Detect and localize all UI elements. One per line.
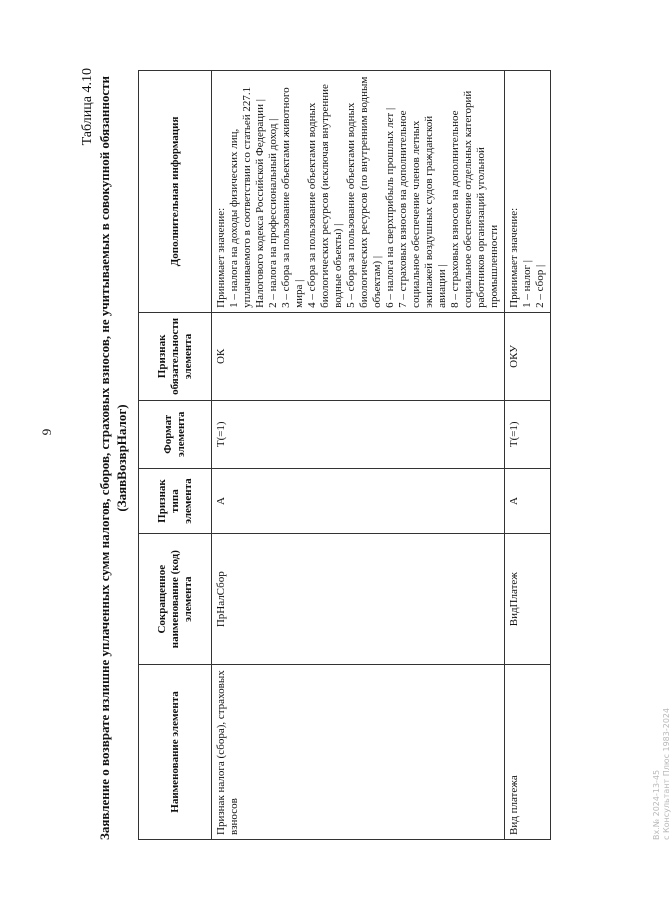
cell-element-name: Признак налога (сбора), страховых взносов	[212, 664, 505, 839]
table-label: Таблица 4.10	[80, 68, 95, 146]
cell-additional-info	[212, 71, 505, 313]
registration-stamp	[652, 708, 672, 840]
header-element-code: Сокращенное наименование (код) элемента	[139, 534, 212, 665]
page-number: 9	[39, 428, 54, 436]
info-line: 3 – сбора за пользование объектами животного мира |	[280, 87, 305, 308]
header-element-type: Признак типа элемента	[139, 468, 212, 534]
cell-element-code: ПрНалСбор	[212, 534, 505, 665]
info-line: 5 – сбора за пользование объектами водных биологических ресурсов (по внутренним водным объектам) |	[345, 76, 383, 308]
table-caption	[96, 68, 130, 848]
cell-element-type: А	[212, 468, 505, 534]
table-row	[212, 71, 505, 840]
cell-element-format: T(=1)	[212, 400, 505, 468]
caption-line-1: Заявление о возврате излишне уплаченных сумм налогов, сборов, страховых взносов, не учитываемых в совокупной обязанности	[97, 76, 112, 841]
element-table	[138, 70, 551, 840]
cell-element-format: T(=1)	[505, 400, 551, 468]
cell-element-required: ОКУ	[505, 312, 551, 400]
info-line: Принимает значение:	[508, 207, 520, 308]
header-element-required: Признак обязательности элемента	[139, 312, 212, 400]
info-line: Принимает значение:	[215, 207, 227, 308]
table-row	[505, 71, 551, 840]
stamp-line-1: Вх.№ 2024-13-45	[652, 769, 661, 840]
info-line: 1 – налога на доходы физических лиц, уплачиваемого в соответствии со статьей 227.1 Налогового кодекса Российской Федерации |	[228, 86, 266, 308]
info-line: 7 – страховых взносов на дополнительное социальное обеспечение членов летных экипажей воздушных судов гражданской авиации |	[397, 110, 448, 308]
header-element-format: Формат элемента	[139, 400, 212, 468]
info-line: 2 – сбор |	[534, 264, 546, 308]
cell-element-required: ОК	[212, 312, 505, 400]
header-element-name: Наименование элемента	[139, 664, 212, 839]
info-line: 1 – налог |	[521, 260, 533, 308]
info-line: 2 – налога на профессиональный доход |	[267, 118, 279, 308]
cell-element-type: А	[505, 468, 551, 534]
rotated-page-content	[80, 68, 671, 848]
info-line: 8 – страховых взносов на дополнительное социальное обеспечение отдельных категорий работников организаций угольной промышленности	[449, 90, 500, 308]
cell-element-name: Вид платежа	[505, 664, 551, 839]
header-additional-info: Дополнительная информация	[139, 71, 212, 313]
cell-additional-info	[505, 71, 551, 313]
cell-element-code: ВидПлатеж	[505, 534, 551, 665]
info-line: 6 – налога на сверхприбыль прошлых лет |	[384, 107, 396, 308]
info-line: 4 – сбора за пользование объектами водных биологических ресурсов (исключая внутренние водные объекты) |	[306, 84, 344, 308]
stamp-line-2: с Консультант Плюс 1983-2024	[662, 707, 671, 840]
table-header-row	[139, 71, 212, 840]
caption-line-2: (ЗаявВозврНалог)	[114, 404, 129, 512]
